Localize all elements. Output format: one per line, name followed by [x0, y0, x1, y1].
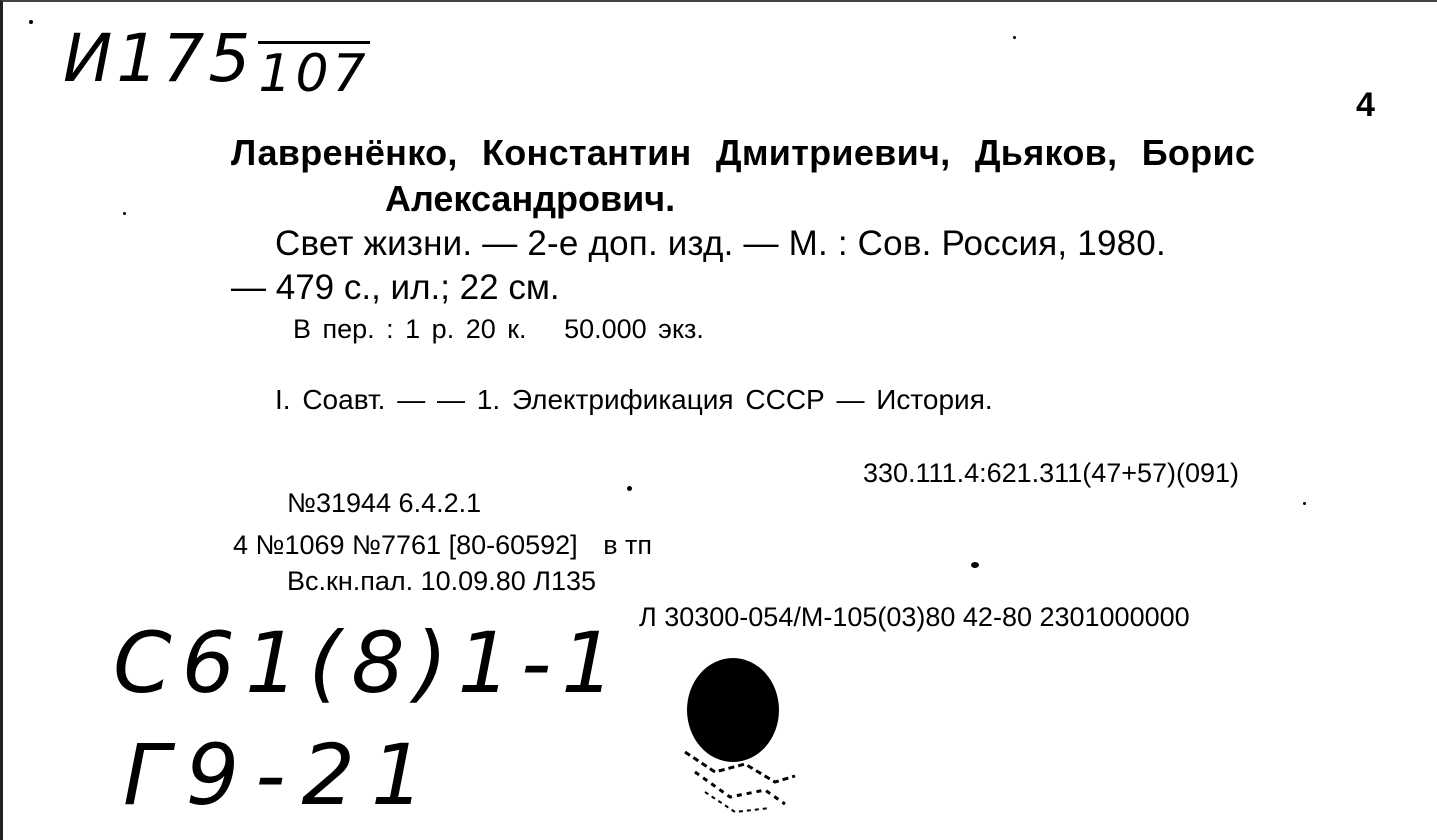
card-number: 4 [1356, 86, 1375, 124]
udc-index: 330.111.4:621.311(47+57)(091) [863, 458, 1240, 488]
scan-speck [971, 562, 979, 568]
service-line-2 [233, 530, 652, 561]
price-line [293, 314, 704, 345]
scan-speck [1013, 36, 1016, 39]
handwritten-bottom-code-1: С61(8)1-1 [113, 614, 625, 712]
handwritten-bottom-code-2: Г9-21 [123, 726, 441, 824]
service-line-2-prefix: 4 №1069 №7761 [80-60592] [233, 530, 578, 560]
binding-price: В пер. : 1 р. 20 к. [293, 314, 527, 344]
handwritten-top-code-main: И175 [63, 20, 255, 97]
author-line-2: Александрович. [385, 178, 676, 219]
scan-speck [29, 20, 33, 24]
tracings-line: I. Соавт. — — 1. Электрификация СССР — История. [275, 384, 993, 415]
physical-description-line: — 479 с., ил.; 22 см. [231, 268, 560, 307]
torn-paper-icon [675, 742, 805, 822]
author-line-1: Лавренёнко, Константин Дмитриевич, Дьяков, Борис [231, 132, 1256, 173]
print-run: 50.000 экз. [564, 314, 704, 344]
service-line-1: №31944 6.4.2.1 [287, 488, 482, 518]
service-line-2-suffix: в тп [603, 530, 653, 560]
publisher-index: Л 30300-054/М-105(03)80 42-80 2301000000 [639, 602, 1190, 632]
handwritten-top-code-fraction: 107 [258, 41, 369, 104]
title-imprint-line: Свет жизни. — 2-е доп. изд. — М. : Сов. Россия, 1980. [275, 224, 1166, 263]
scan-speck [123, 212, 126, 215]
service-line-3: Вс.кн.пал. 10.09.80 Л135 [287, 566, 596, 596]
scan-speck [1303, 502, 1306, 505]
scan-speck [627, 486, 632, 491]
handwritten-top-code [63, 20, 370, 104]
